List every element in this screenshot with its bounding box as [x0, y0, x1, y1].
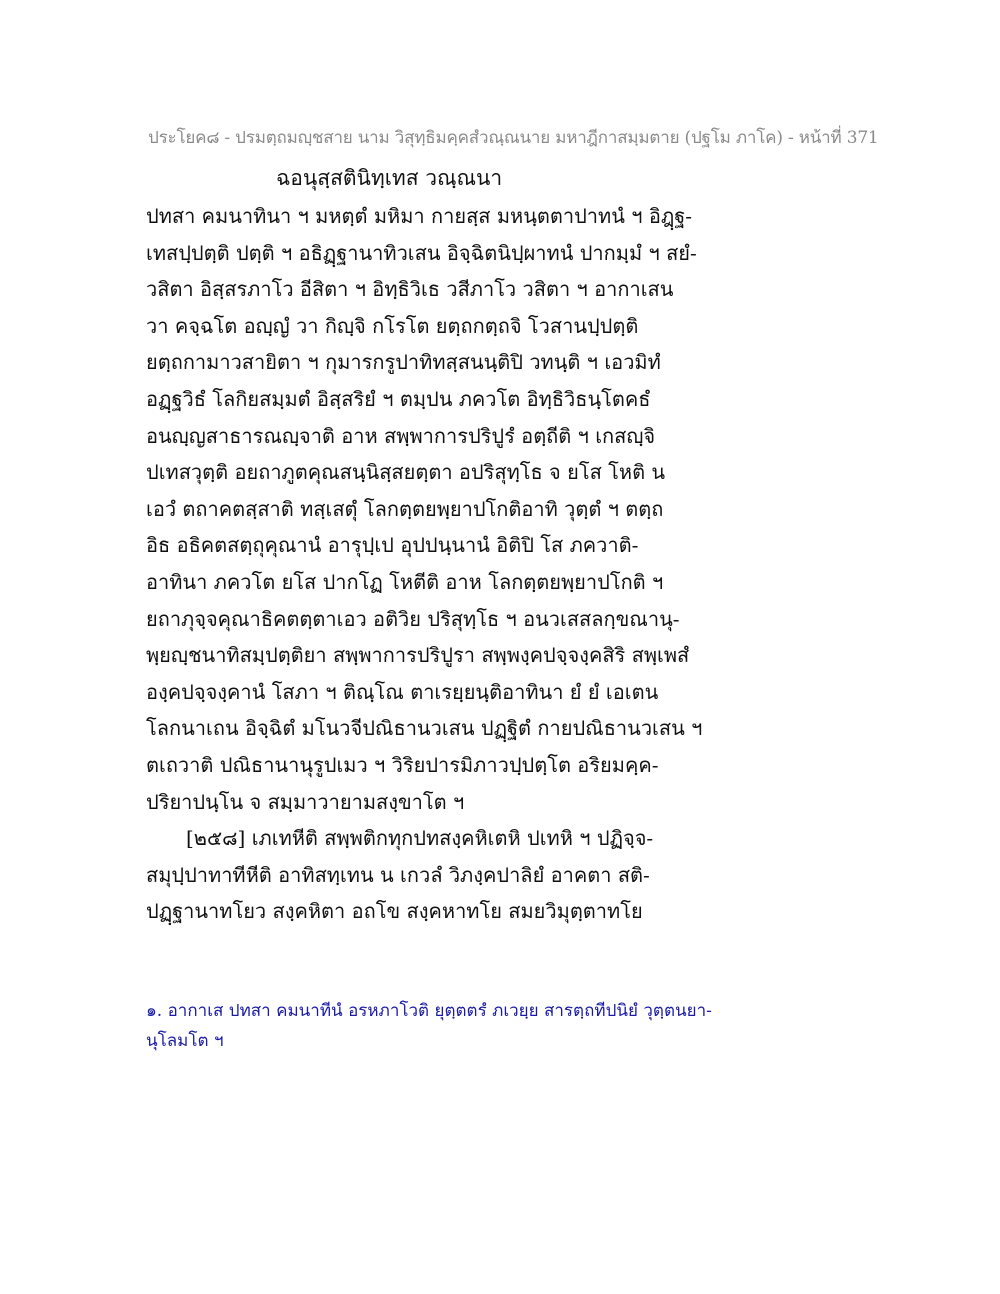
footnote — [146, 996, 716, 1056]
body-line: วา คจฺฉโต อญฺญํ วา กิญฺจิ กโรโต ยตฺถกตฺถจิ โวสานปฺปตฺติ — [146, 313, 639, 338]
body-line: อฏฺฐวิธํ โลกิยสมฺมตํ อิสฺสริยํ ฯ ตมฺปน ภควโต อิทฺธิวิธนฺโตคธํ — [146, 386, 651, 411]
body-line: ปเทสวุตฺติ อยถาภูตคุณสนฺนิสฺสยตฺตา อปริสุทฺโธ จ ยโส โหติ น — [146, 460, 666, 485]
paragraph-start-line: [๒๕๘] เภเทหีติ สพฺพติกทุกปทสงฺคหิเตหิ ปเทหิ ฯ ปฏิจฺจ- — [186, 826, 654, 851]
body-line: เอวํ ตถาคตสฺสาติ ทสฺเสตุํ โลกตฺตยพฺยาปโกติอาทิ วุตฺตํ ฯ ตตฺถ — [146, 496, 664, 521]
page-header: ประโยค๘ - ปรมตฺถมญฺชสาย นาม วิสุทฺธิมคฺคสํวณฺณนาย มหาฎีกาสมฺมตาย (ปฐโม ภาโค) - หน้าที่ 371 — [148, 128, 879, 148]
body-line: ปริยาปนฺโน จ สมฺมาวายามสงฺขาโต ฯ — [146, 789, 465, 814]
body-line: ยถาภุจฺจคุณาธิคตตฺตาเอว อติวิย ปริสุทฺโธ ฯ อนวเสสลกฺขณานุ- — [146, 606, 680, 631]
section-title: ฉอนุสฺสตินิทฺเทส วณฺณนา — [276, 166, 503, 190]
body-line: องฺคปจฺจงฺคานํ โสภา ฯ ติณฺโณ ตาเรยฺยนฺติอาทินา ยํ ยํ เอเตน — [146, 679, 659, 704]
body-line: โลกนาเถน อิจฺฉิตํ มโนวจีปณิธานวเสน ปฏฺฐิตํ กายปณิธานวเสน ฯ — [146, 716, 703, 741]
body-line: อนญฺญสาธารณญฺจาติ อาห สพฺพาการปริปูรํ อตฺถีติ ฯ เกสญฺจิ — [146, 423, 656, 448]
body-line: สมุปฺปาทาทีหีติ อาทิสทฺเทน น เกวลํ วิภงฺคปาลิยํ อาคตา สติ- — [146, 862, 650, 887]
body-line: อาทินา ภควโต ยโส ปากโฏ โหตีติ อาห โลกตฺตยพฺยาปโกติ ฯ — [146, 569, 664, 594]
body-line: ปทสา คมนาทินา ฯ มหตฺตํ มหิมา กายสฺส มหนฺตตาปาทนํ ฯ อิฎฺฐ- — [146, 204, 693, 228]
footnote-line: ๑. อากาเส ปทสา คมนาทีนํ อรหภาโวติ ยุตฺตตรํ ภเวยฺย สารตฺถทีปนิยํ วุตฺตนยา- — [146, 1001, 712, 1021]
body-line: ปฏฺฐานาทโยว สงฺคหิตา อถโข สงฺคหาทโย สมยวิมุตฺตาทโย — [146, 899, 643, 924]
body-line: วสิตา อิสฺสรภาโว อีสิตา ฯ อิทฺธิวิเธ วสีภาโว วสิตา ฯ อากาเสน — [146, 277, 674, 302]
body-line: ตเถวาติ ปณิธานานุรูปเมว ฯ วิริยปารมิภาวปฺปตฺโต อริยมคฺค- — [146, 752, 659, 777]
body-line: อิธ อธิคตสตฺถุคุณานํ อารุปฺเป อุปปนฺนานํ อิติปิ โส ภควาติ- — [146, 533, 639, 558]
body-line: พฺยญฺชนาทิสมฺปตฺติยา สพฺพาการปริปูรา สพฺพงฺคปจฺจงฺคสิริ สพฺเพสํ — [146, 643, 690, 668]
body-text — [146, 198, 716, 930]
footnote-line: นุโลมโต ฯ — [146, 1031, 224, 1051]
body-line: ยตฺถกามาวสายิตา ฯ กุมารกรูปาทิทสฺสนนฺติปิ วทนฺติ ฯ เอวมิทํ — [146, 350, 661, 375]
body-line: เทสปฺปตฺติ ปตฺติ ฯ อธิฏฺฐานาทิวเสน อิจฺฉิตนิปฺผาทนํ ปากมฺมํ ฯ สยํ- — [146, 240, 697, 265]
